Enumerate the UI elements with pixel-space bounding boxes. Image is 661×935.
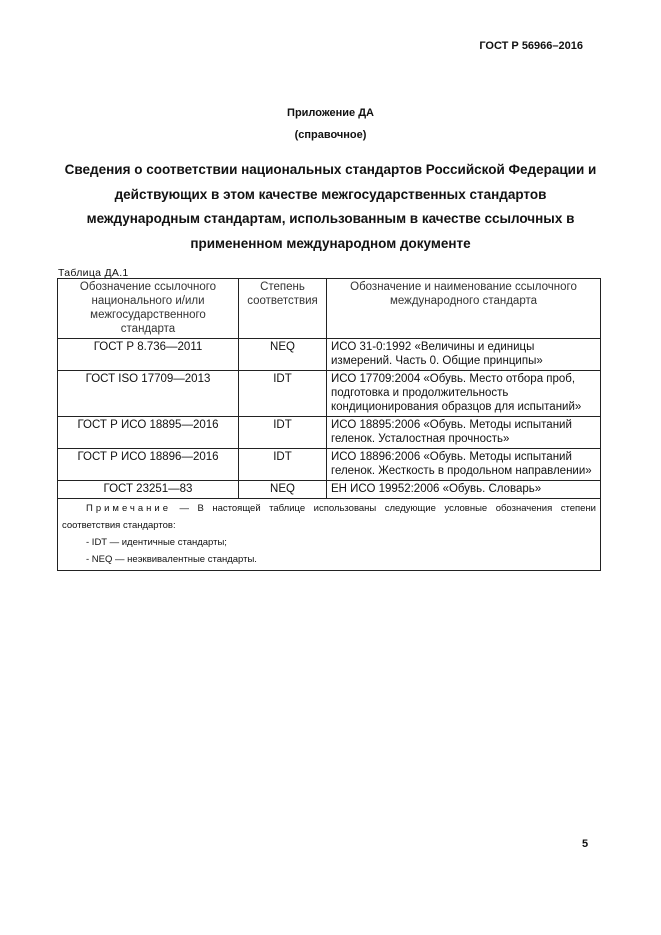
header-degree: Степень соответствия: [239, 279, 327, 339]
page-number: 5: [582, 838, 589, 850]
cell-degree: IDT: [239, 417, 327, 449]
cell-degree: NEQ: [239, 481, 327, 499]
table-header-row: [58, 279, 601, 339]
table-label: Таблица ДА.1: [58, 267, 129, 279]
table-note-row: [58, 499, 601, 571]
cell-international-standard: ИСО 17709:2004 «Обувь. Место отбора проб, подготовка и продолжительность кондиционирования образцов для испытаний»: [327, 371, 601, 417]
cell-national-standard: ГОСТ Р 8.736—2011: [58, 339, 239, 371]
header-international-standard: Обозначение и наименование ссылочного международного стандарта: [327, 279, 601, 339]
cell-international-standard: ИСО 31-0:1992 «Величины и единицы измерений. Часть 0. Общие принципы»: [327, 339, 601, 371]
appendix-subtitle: (справочное): [294, 129, 367, 141]
cell-international-standard: ИСО 18896:2006 «Обувь. Методы испытаний геленок. Жесткость в продольном направлении»: [327, 449, 601, 481]
cell-degree: NEQ: [239, 339, 327, 371]
table-row: [58, 481, 601, 499]
note-text: [62, 500, 596, 534]
note-body: — В настоящей таблице использованы следующие условные обозначения степени соответствия стандартов:: [62, 503, 596, 531]
cell-degree: IDT: [239, 449, 327, 481]
table-row: [58, 371, 601, 417]
cell-international-standard: ЕН ИСО 19952:2006 «Обувь. Словарь»: [327, 481, 601, 499]
cell-degree: IDT: [239, 371, 327, 417]
header-national-standard: Обозначение ссылочного национального и/или межгосударственного стандарта: [58, 279, 239, 339]
document-code: ГОСТ Р 56966–2016: [479, 40, 583, 52]
section-heading: Сведения о соответствии национальных стандартов Российской Федерации и действующих в этом качестве межгосударственных стандартов международным стандартам, использованным в качестве ссылочных в примененном международном документе: [64, 162, 597, 251]
cell-national-standard: ГОСТ Р ИСО 18895—2016: [58, 417, 239, 449]
cell-international-standard: ИСО 18895:2006 «Обувь. Методы испытаний геленок. Усталостная прочность»: [327, 417, 601, 449]
table-note: [58, 499, 601, 571]
note-label: Примечание: [86, 503, 171, 514]
correspondence-table: [57, 278, 601, 571]
appendix-title: Приложение ДА: [287, 107, 374, 119]
table-row: [58, 417, 601, 449]
cell-national-standard: ГОСТ 23251—83: [58, 481, 239, 499]
note-item-idt: - IDT — идентичные стандарты;: [86, 537, 227, 548]
table-row: [58, 449, 601, 481]
table-row: [58, 339, 601, 371]
cell-national-standard: ГОСТ Р ИСО 18896—2016: [58, 449, 239, 481]
note-item-neq: - NEQ — неэквивалентные стандарты.: [86, 554, 257, 565]
cell-national-standard: ГОСТ ISO 17709—2013: [58, 371, 239, 417]
